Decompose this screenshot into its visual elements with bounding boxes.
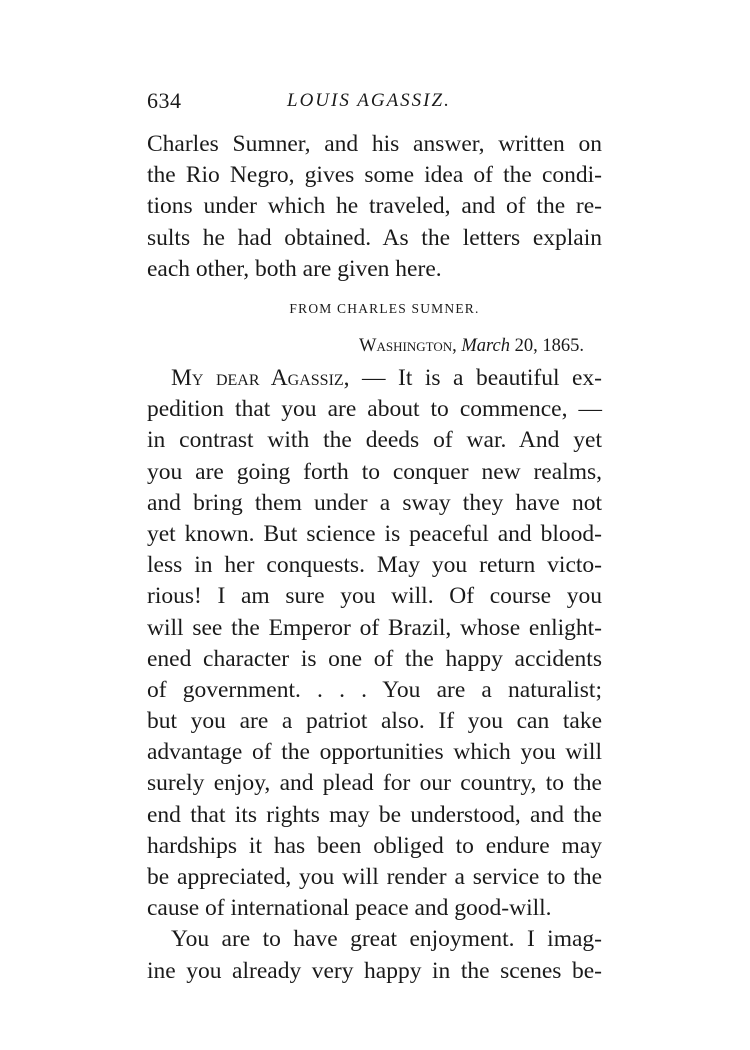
letter-line: of government. . . . You are a naturalist; [147, 676, 602, 703]
intro-paragraph [147, 129, 602, 285]
letter-line: will see the Emperor of Brazil, whose enlight- [147, 614, 602, 641]
letter-line: pedition that you are about to commence, — [147, 396, 602, 423]
intro-line: each other, both are given here. [147, 255, 442, 282]
letter-line: You are to have great enjoyment. I imag- [171, 926, 602, 953]
intro-line: sults he had obtained. As the letters explain [147, 224, 602, 251]
letter-line: cause of international peace and good-will. [147, 895, 552, 922]
salutation: My dear Agassiz, [171, 365, 350, 391]
dateline-month: March [461, 336, 510, 356]
dateline-place: Washington, [359, 336, 457, 356]
running-head [147, 88, 603, 118]
letter-body [147, 363, 602, 987]
letter-line: ened character is one of the happy accidents [147, 645, 602, 672]
letter-line: advantage of the opportunities which you will [147, 739, 602, 766]
intro-line: tions under which he traveled, and of the re- [147, 193, 602, 220]
letter-dateline [147, 336, 584, 357]
letter-first-line [147, 363, 602, 394]
letter-line: yet known. But science is peaceful and blood- [147, 520, 602, 547]
letter-line: but you are a patriot also. If you can take [147, 708, 602, 735]
intro-line: Charles Sumner, and his answer, written on [147, 131, 602, 157]
letter-line: ine you already very happy in the scenes be- [147, 957, 602, 984]
letter-line: be appreciated, you will render a service to the [147, 864, 602, 890]
letter-line: you are going forth to conquer new realms, [147, 458, 602, 485]
letter-line: hardships it has been obliged to endure may [147, 832, 602, 859]
letter-line: end that its rights may be understood, and the [147, 801, 602, 828]
letter-line: less in her conquests. May you return victo- [147, 552, 602, 579]
letter-line: surely enjoy, and plead for our country, to the [147, 770, 602, 797]
letter-heading: FROM CHARLES SUMNER. [289, 301, 480, 316]
page-number: 634 [147, 88, 182, 113]
letter-line: in contrast with the deeds of war. And yet [147, 427, 602, 454]
first-line-text: — It is a beautiful ex- [349, 365, 602, 391]
letter-line: and bring them under a sway they have not [147, 489, 602, 516]
running-title: LOUIS AGASSIZ. [287, 90, 451, 111]
dateline-day-year: 20, 1865. [514, 336, 584, 356]
intro-line: the Rio Negro, gives some idea of the condi- [147, 162, 602, 189]
letter-line: rious! I am sure you will. Of course you [147, 583, 602, 610]
